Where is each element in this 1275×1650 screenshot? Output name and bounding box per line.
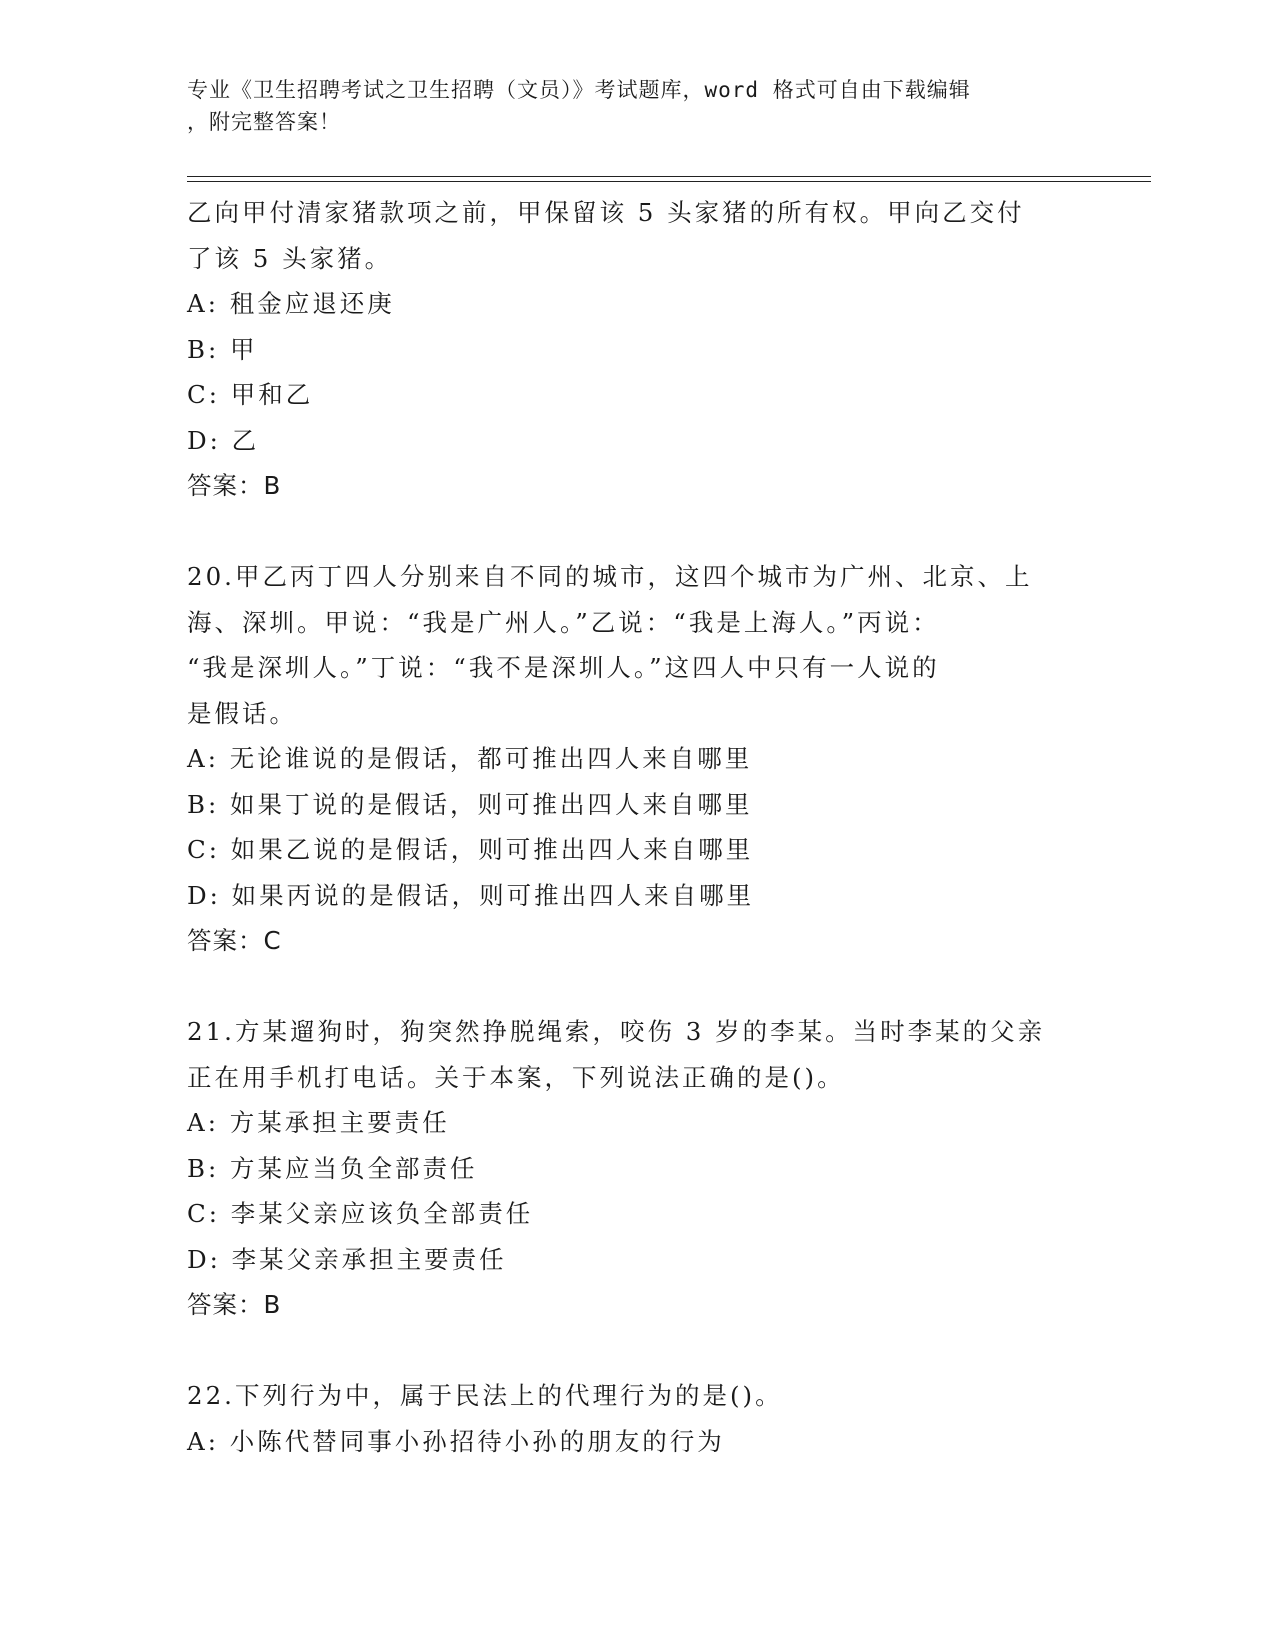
option-b: B: 方某应当负全部责任 (187, 1153, 478, 1183)
question-22 (187, 1373, 1087, 1464)
answer-line: 答案：C (187, 926, 282, 955)
question-list (187, 190, 1087, 1464)
question-stem-line: 乙向甲付清家猪款项之前，甲保留该 5 头家猪的所有权。甲向乙交付 (187, 198, 1025, 227)
option-c: C: 如果乙说的是假话，则可推出四人来自哪里 (187, 835, 754, 864)
question-spacer (187, 1328, 1087, 1374)
question-stem-line: 21.方某遛狗时，狗突然挣脱绳索，咬伤 3 岁的李某。当时李某的父亲 (187, 1017, 1046, 1046)
question-19 (187, 190, 1087, 509)
header-line-1: 专业《卫生招聘考试之卫生招聘（文员）》考试题库，word 格式可自由下载编辑 (187, 78, 971, 102)
question-stem-line: 了该 5 头家猪。 (187, 243, 393, 273)
question-stem-line: “我是深圳人。”丁说：“我不是深圳人。”这四人中只有一人说的 (187, 653, 940, 682)
option-a: A: 方某承担主要责任 (187, 1108, 450, 1137)
option-d: D: 如果丙说的是假话，则可推出四人来自哪里 (187, 880, 755, 910)
answer-line: 答案：B (187, 1290, 282, 1319)
question-spacer (187, 964, 1087, 1010)
option-a: A: 租金应退还庚 (187, 289, 395, 318)
header-line-2: ，附完整答案！ (187, 110, 341, 134)
header-divider-top (187, 176, 1151, 177)
answer-line: 答案：B (187, 471, 282, 500)
question-spacer (187, 509, 1087, 555)
option-b: B: 如果丁说的是假话，则可推出四人来自哪里 (187, 789, 753, 819)
question-stem-line: 正在用手机打电话。关于本案，下列说法正确的是()。 (187, 1062, 845, 1092)
option-b: B: 甲 (187, 334, 258, 364)
page-header (187, 74, 1067, 138)
question-stem-line: 海、深圳。甲说：“我是广州人。”乙说：“我是上海人。”丙说： (187, 607, 940, 637)
header-divider-bottom (187, 181, 1151, 182)
question-stem-line: 20.甲乙丙丁四人分别来自不同的城市，这四个城市为广州、北京、上 (187, 562, 1033, 591)
question-21 (187, 1009, 1087, 1328)
option-c: C: 甲和乙 (187, 380, 314, 409)
question-stem-line: 是假话。 (187, 698, 297, 728)
question-20 (187, 554, 1087, 964)
option-a: A: 无论谁说的是假话，都可推出四人来自哪里 (187, 744, 753, 773)
option-d: D: 李某父亲承担主要责任 (187, 1244, 507, 1274)
option-c: C: 李某父亲应该负全部责任 (187, 1199, 534, 1228)
option-d: D: 乙 (187, 425, 260, 455)
option-a: A: 小陈代替同事小孙招待小孙的朋友的行为 (187, 1426, 725, 1456)
question-stem-line: 22.下列行为中，属于民法上的代理行为的是()。 (187, 1381, 783, 1410)
